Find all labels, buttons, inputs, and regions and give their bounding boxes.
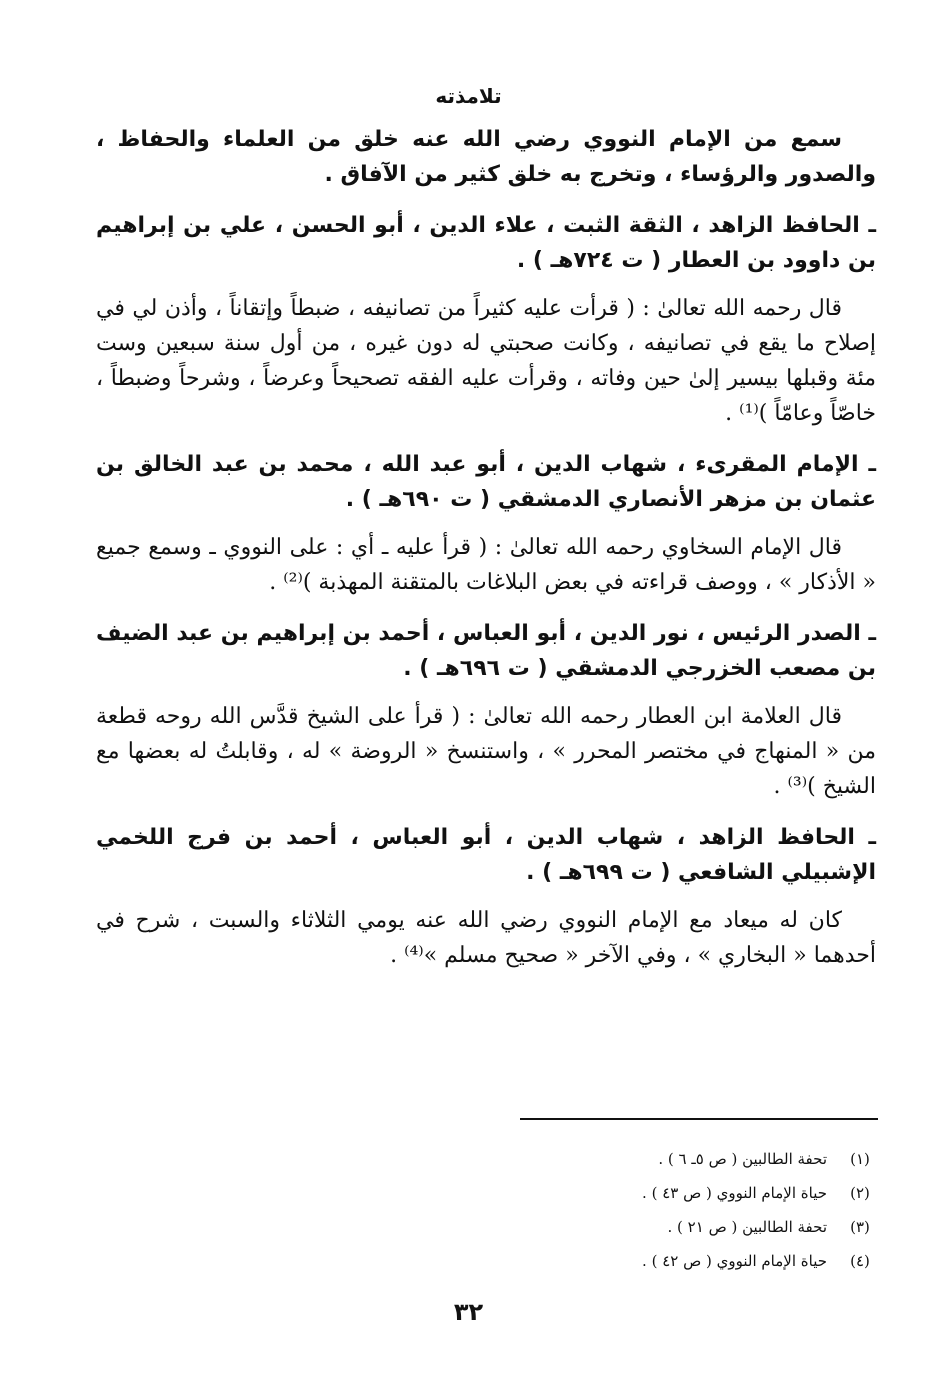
quote-paragraph: قال الإمام السخاوي رحمه الله تعالىٰ : ( قرأ عليه ـ أي : على النووي ـ وسمع جميع « الأذكار » ، ووصف قراءته في بعض البلاغات بالمتقنة المهذبة )⁽²⁾ . [96,535,876,595]
footnote-item [279,1176,879,1210]
section-heading: تلامذته [435,84,502,108]
student-entry: ـ الحافظ الزاهد ، شهاب الدين ، أبو العباس ، أحمد بن فرج اللخمي الإشبيلي الشافعي ( ت ٦٩٩هـ ) . [96,825,876,885]
footnote-item [279,1210,879,1244]
quote-paragraph: قال رحمه الله تعالىٰ : ( قرأت عليه كثيراً من تصانيفه ، ضبطاً وإتقاناً ، وأذن لي في إصلاح ما يقع في تصانيفه ، وكانت صحبتي له دون غيره ، من أول سنة سبعين وست مئة وقبلها بيسير إلىٰ حين وفاته ، وقرأت عليه الفقه تصحيحاً وعرضاً ، وشرحاً وضبطاً ، خاصّاً وعامّاً )⁽¹⁾ . [96,296,876,426]
footnote-number: (٣) [850,1218,870,1236]
footnote-number: (٢) [850,1184,870,1202]
footnotes [279,1142,879,1278]
footnote-text: حياة الإمام النووي ( ص ٤٢ ) . [642,1252,827,1270]
footnote-item [279,1244,879,1278]
student-entry: ـ الإمام المقرىء ، شهاب الدين ، أبو عبد الله ، محمد بن عبد الخالق بن عثمان بن مزهر الأنصاري الدمشقي ( ت ٦٩٠هـ ) . [96,452,876,512]
footnote-number: (٤) [850,1252,870,1270]
main-text [96,122,876,973]
page-number: ٣٢ [453,1298,484,1326]
student-entry: ـ الحافظ الزاهد ، الثقة الثبت ، علاء الدين ، أبو الحسن ، علي بن إبراهيم بن داوود بن العطار ( ت ٧٢٤هـ ) . [96,213,876,273]
quote-paragraph: قال العلامة ابن العطار رحمه الله تعالىٰ : ( قرأ على الشيخ قدَّس الله روحه قطعة من « المنهاج في مختصر المحرر » ، واستنسخ « الروضة » له ، وقابلتُ له بعضها مع الشيخ )⁽³⁾ . [96,704,876,799]
footnote-item [279,1142,879,1176]
footnote-text: تحفة الطالبين ( ص ٢١ ) . [667,1218,827,1236]
footnote-text: حياة الإمام النووي ( ص ٤٣ ) . [642,1184,827,1202]
footnote-number: (١) [850,1150,870,1168]
footnote-text: تحفة الطالبين ( ص ٥ـ ٦ ) . [658,1150,827,1168]
intro-paragraph: سمع من الإمام النووي رضي الله عنه خلق من العلماء والحفاظ ، والصدور والرؤساء ، وتخرج به خلق كثير من الآفاق . [96,127,876,187]
footnote-separator [520,1118,878,1120]
student-entry: ـ الصدر الرئيس ، نور الدين ، أبو العباس ، أحمد بن إبراهيم بن عبد الضيف بن مصعب الخزرجي الدمشقي ( ت ٦٩٦هـ ) . [96,621,876,681]
quote-paragraph: كان له ميعاد مع الإمام النووي رضي الله عنه يومي الثلاثاء والسبت ، شرح في أحدهما « البخاري » ، وفي الآخر « صحيح مسلم »⁽⁴⁾ . [96,908,876,968]
